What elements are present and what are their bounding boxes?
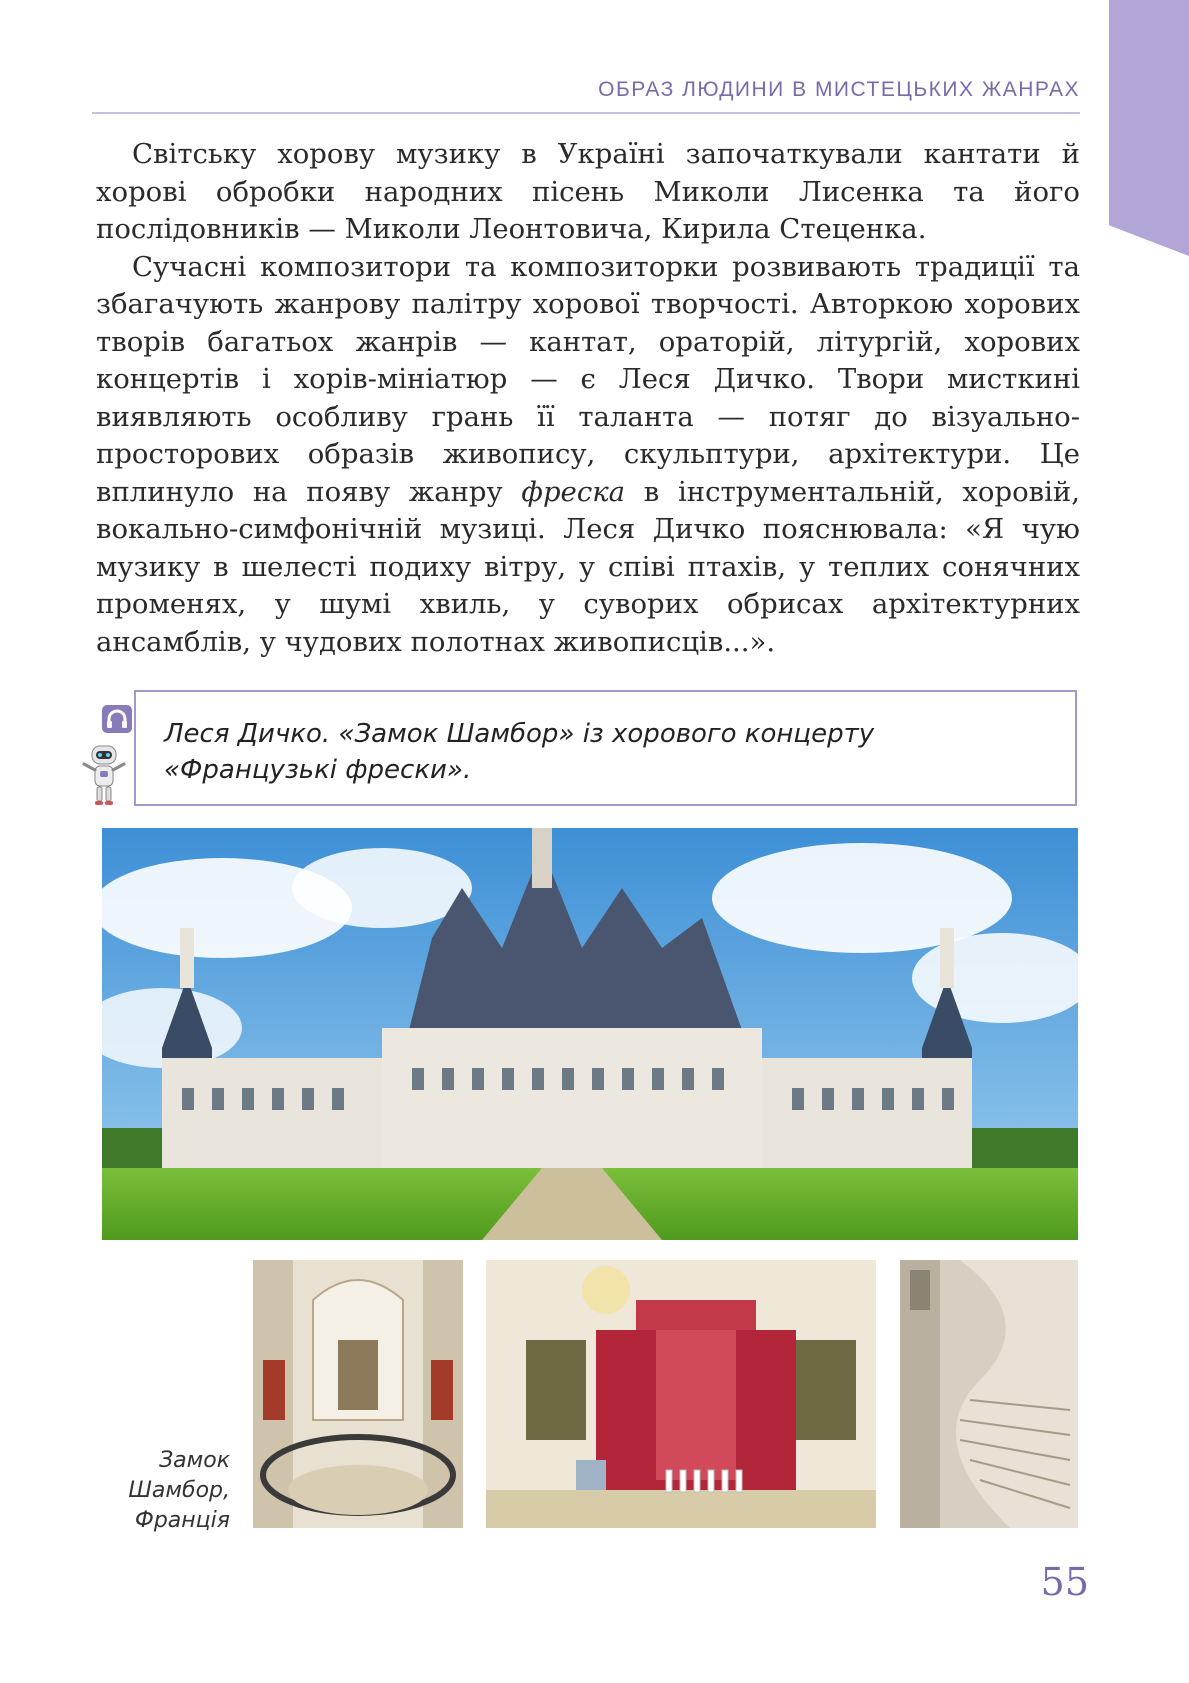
- chambord-castle-photo: [102, 828, 1078, 1240]
- caption-line-2: Шамбор,: [128, 1478, 230, 1503]
- interior-bedroom-photo: [486, 1260, 876, 1528]
- section-header: ОБРАЗ ЛЮДИНИ В МИСТЕЦЬКИХ ЖАНРАХ: [598, 78, 1080, 101]
- listening-task-box: [134, 690, 1077, 806]
- caption-line-1: Замок: [159, 1448, 230, 1473]
- interior-hall-photo: [253, 1260, 463, 1528]
- header-divider: [92, 112, 1080, 114]
- paragraph-1: Світську хорову музику в Україні започаткували кантати й хорові обробки народних пісень Миколи Лисенка та його послідовників — Миколи Леонтовича, Кирила Стеценка.: [96, 138, 1080, 245]
- corner-tab: [1109, 0, 1189, 256]
- body-text: [96, 136, 1080, 661]
- headphones-icon: [102, 705, 132, 733]
- paragraph-2-part-2: в інструментальній, хоровій, вокально-симфонічній музиці. Леся Дичко пояснювала: «Я чую музику в шелесті подиху вітру, у співі птахів, у теплих сонячних променях, у шумі хвиль, у суворих обрисах архітектурних ансамблів, у чудових полотнах живописців...».: [96, 475, 1080, 658]
- spiral-staircase-photo: [900, 1260, 1078, 1528]
- term-fresco: фреска: [521, 475, 626, 508]
- page-number: 55: [1040, 1560, 1089, 1604]
- listening-task-text: Леся Дичко. «Замок Шамбор» із хорового концерту «Французькі фрески».: [164, 719, 875, 785]
- paragraph-2: [96, 249, 1080, 662]
- robot-mascot-icon: [80, 740, 128, 816]
- paragraph-2-part-1: Сучасні композитори та композиторки розвивають традиції та збагачують жанрову палітру хорової творчості. Авторкою хорових творів багатьох жанрів — кантат, ораторій, літургій, хорових концертів і хорів-мініатюр — є Леся Дичко. Твори мисткині виявляють особливу грань її таланта — потяг до візуально-просторових образів живопису, скульптури, архітектури. Це вплинуло на появу жанру: [96, 250, 1080, 508]
- caption-line-3: Франція: [134, 1508, 230, 1533]
- photo-caption: [100, 1446, 230, 1536]
